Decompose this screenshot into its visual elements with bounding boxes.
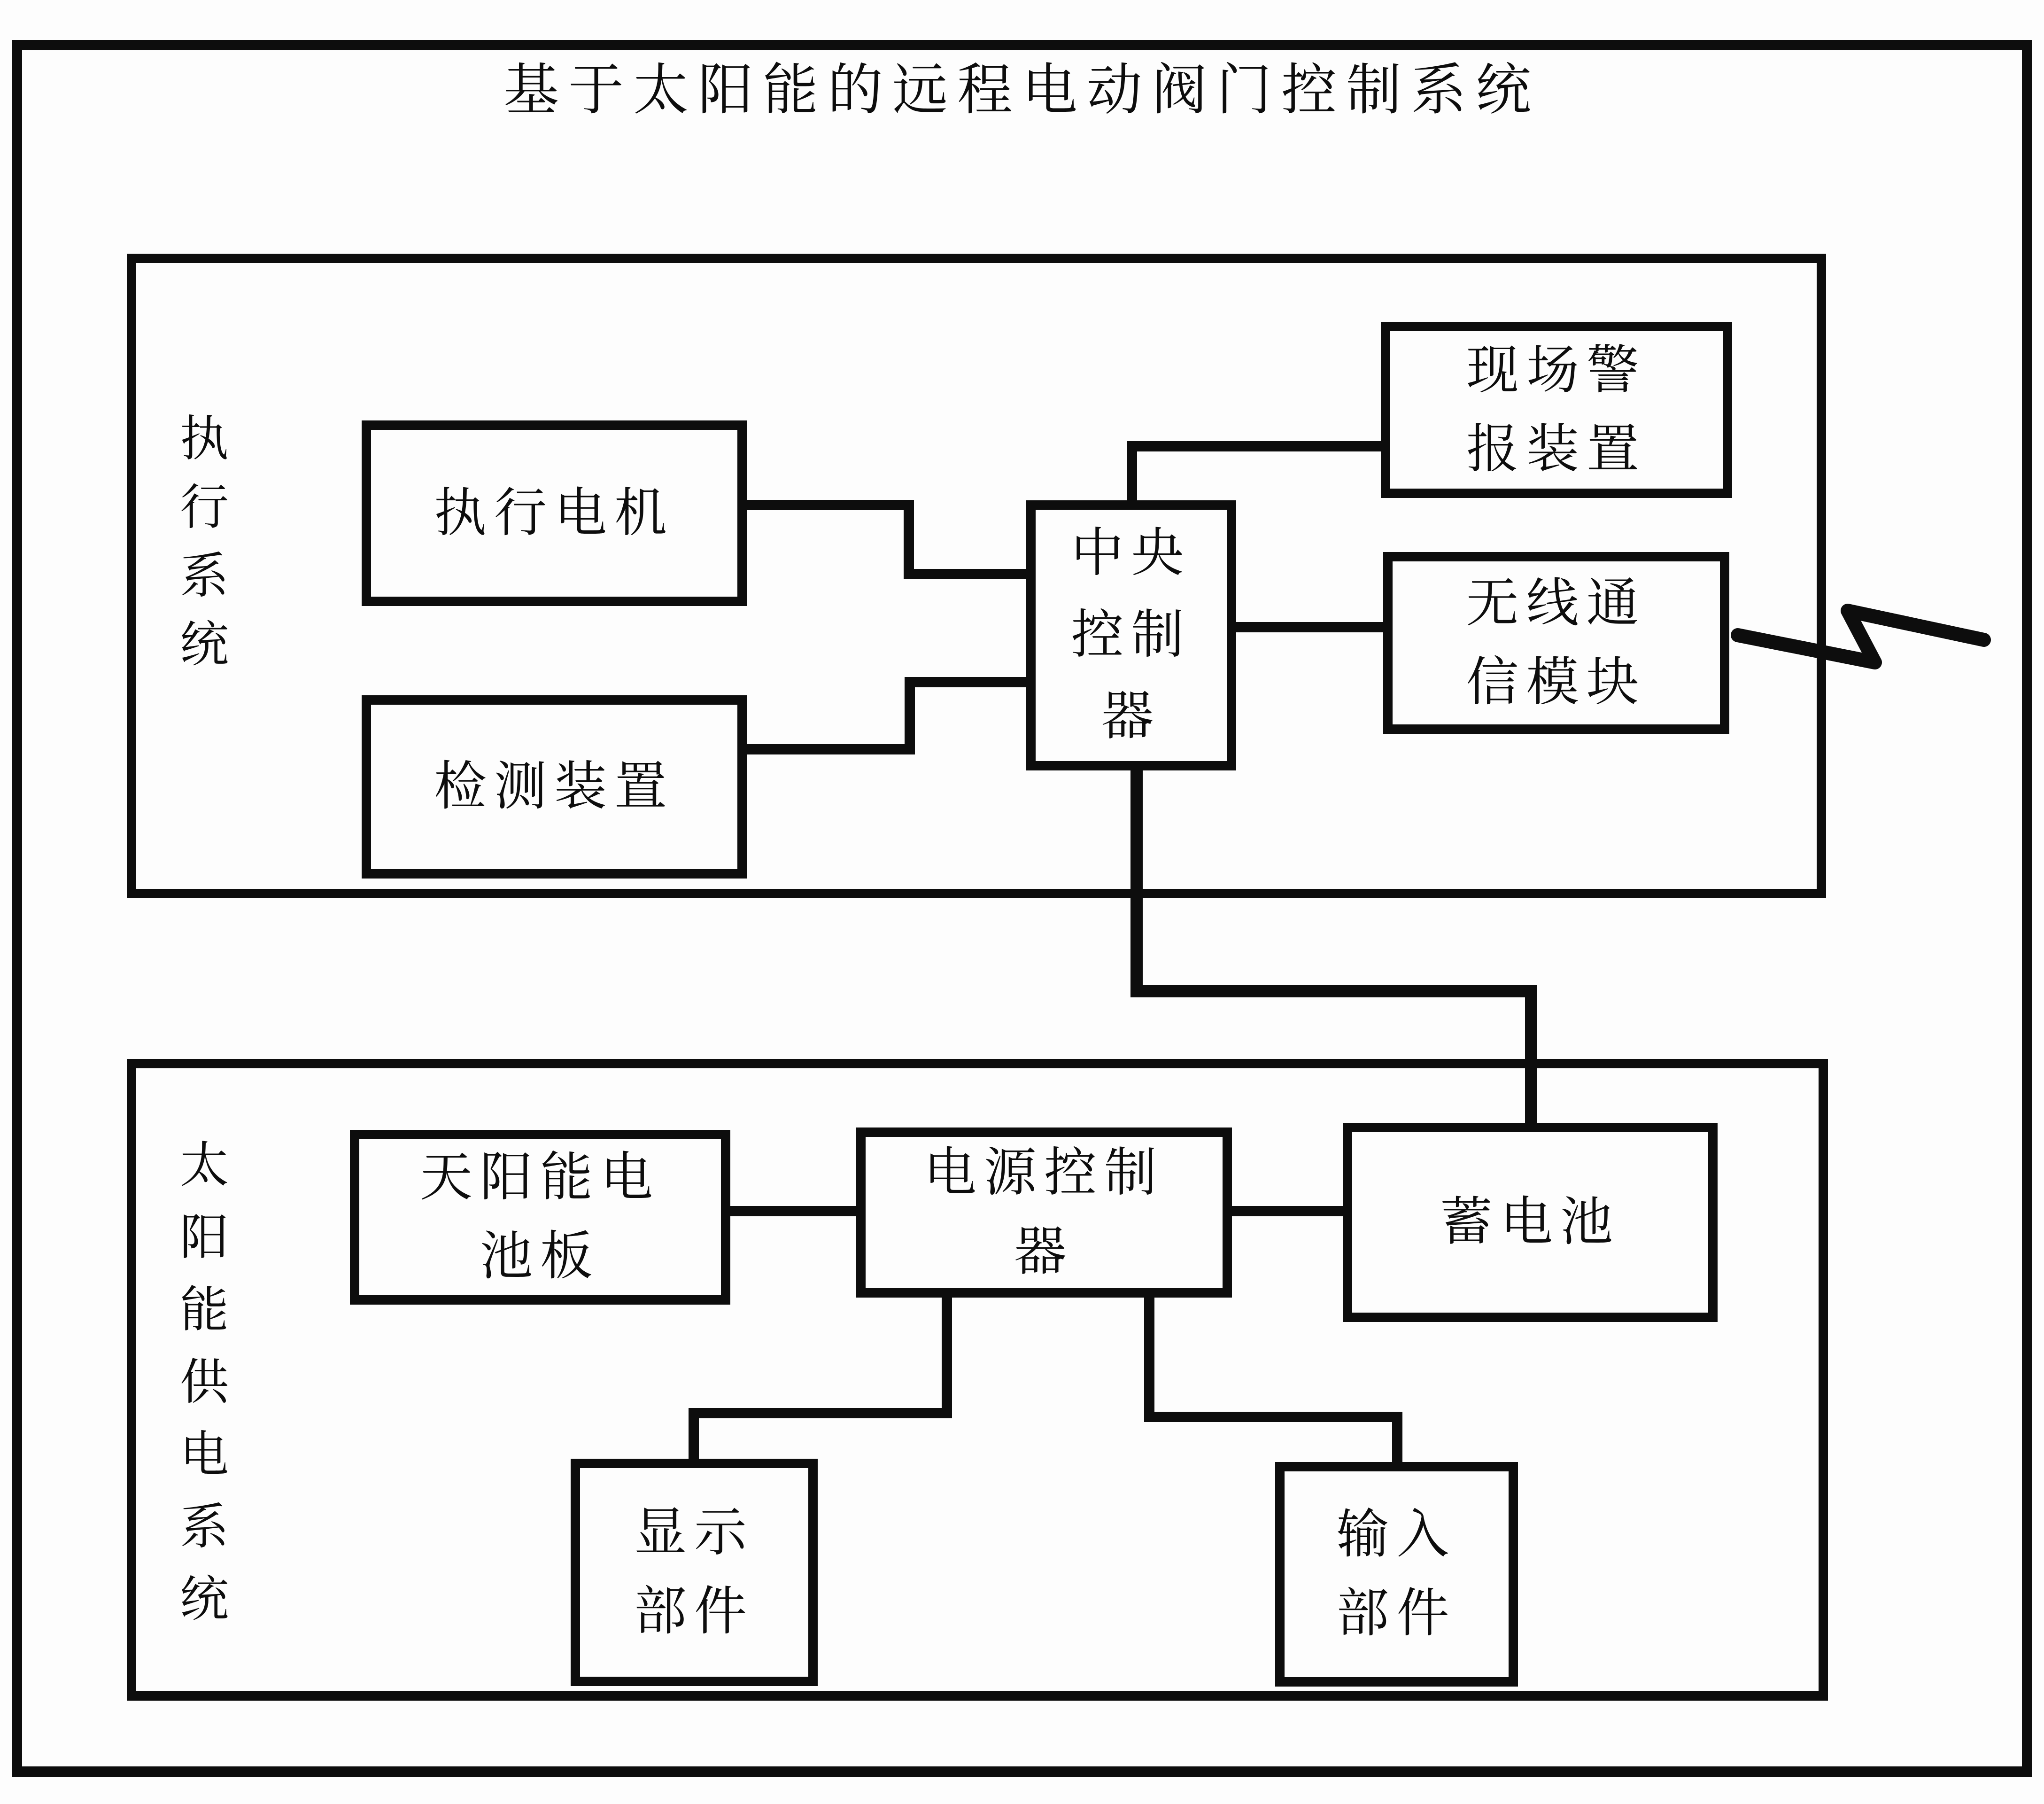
display-component-label-line1: 显示: [634, 1504, 754, 1562]
solar-panel-label-line2: 池板: [480, 1228, 600, 1286]
central-controller-label-line3: 器: [1101, 687, 1161, 746]
wireless-module-node: [1383, 552, 1729, 734]
input-component-node: [1275, 1462, 1518, 1687]
motor-node: [362, 420, 747, 606]
solar-panel-label-line1: 天阳能电: [420, 1149, 660, 1207]
power-controller-node: [856, 1128, 1232, 1298]
central-controller-label-line2: 控制: [1071, 606, 1192, 664]
solar-panel-node: [350, 1130, 730, 1305]
wireless-module-label-line1: 无线通: [1466, 574, 1647, 633]
central-controller-node: [1026, 500, 1236, 770]
detector-label: 检测装置: [434, 758, 674, 816]
wireless-module-label-line2: 信模块: [1466, 653, 1647, 712]
central-controller-label-line1: 中央: [1071, 524, 1192, 583]
display-component-label-line2: 部件: [634, 1583, 754, 1641]
input-component-label-line2: 部件: [1336, 1585, 1457, 1643]
power-controller-label-line1: 电源控制: [924, 1144, 1164, 1202]
site-alarm-label-line2: 报装置: [1466, 420, 1647, 479]
execution-system-label: 执行系统: [172, 412, 226, 687]
diagram-title: 基于太阳能的远程电动阀门控制系统: [503, 60, 1541, 121]
motor-label: 执行电机: [434, 484, 674, 543]
display-component-node: [571, 1459, 818, 1686]
input-component-label-line1: 输入: [1336, 1506, 1457, 1564]
site-alarm-node: [1381, 322, 1732, 498]
power-controller-label-line2: 器: [1014, 1223, 1074, 1281]
battery-label: 蓄电池: [1440, 1193, 1620, 1252]
site-alarm-label-line1: 现场警: [1466, 341, 1647, 400]
solar-power-system-label: 太阳能供电系统: [172, 1139, 226, 1645]
detector-node: [362, 695, 747, 879]
battery-node: [1343, 1123, 1718, 1322]
